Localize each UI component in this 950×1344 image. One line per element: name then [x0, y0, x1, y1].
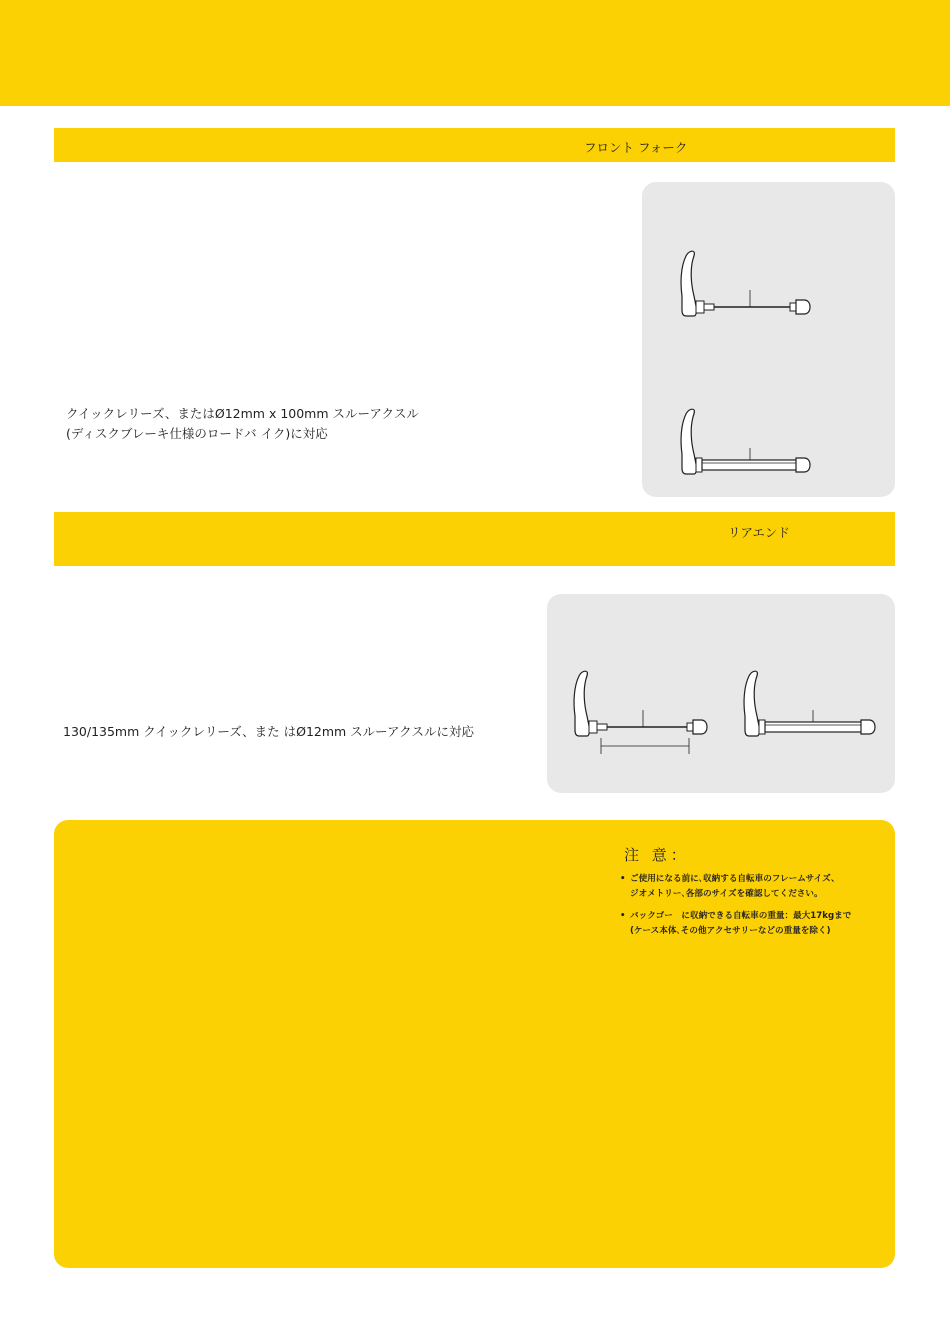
notes-list: [620, 872, 880, 946]
quick-release-skewer-icon: [565, 664, 725, 764]
rear-end-title: リアエンド: [728, 525, 790, 540]
notes-box: [54, 820, 895, 1268]
bullet-icon: •: [620, 911, 626, 921]
note-item-2-line-1: バックゴー に収納できる自転車の重量：最大17kgまで: [630, 911, 852, 921]
header-band: [0, 0, 950, 106]
rear-end-figure-panel: [547, 594, 895, 793]
quick-release-skewer-icon: [672, 244, 872, 324]
note-item-1-line-1: ご使用になる前に､収納する自転車のフレームサイズ、: [630, 874, 840, 884]
front-fork-header-bar: [54, 128, 895, 162]
thru-axle-icon: [672, 402, 872, 482]
front-fork-description: [66, 404, 419, 444]
rear-end-header-bar: [54, 512, 895, 566]
thru-axle-icon: [735, 664, 895, 764]
note-item: [620, 872, 880, 902]
front-fork-title: フロント フォーク: [584, 140, 688, 155]
note-item-1-line-2: ジオメトリー､各部のサイズを確認してください。: [630, 889, 823, 899]
front-fork-description-line-2: (ディスクブレーキ仕様のロードバ イク)に対応: [66, 426, 328, 441]
note-item-2-line-2: (ケース本体､その他アクセサリーなどの重量を除く): [630, 926, 831, 936]
front-fork-figure-panel: [642, 182, 895, 497]
notes-title: 注 意：: [624, 846, 690, 864]
bullet-icon: •: [620, 874, 626, 884]
note-item: [620, 909, 880, 939]
front-fork-description-line-1: クイックレリーズ、またはØ12mm x 100mm スルーアクスル: [66, 406, 419, 421]
rear-end-description: 130/135mm クイックレリーズ、また はØ12mm スルーアクスルに対応: [63, 724, 475, 739]
